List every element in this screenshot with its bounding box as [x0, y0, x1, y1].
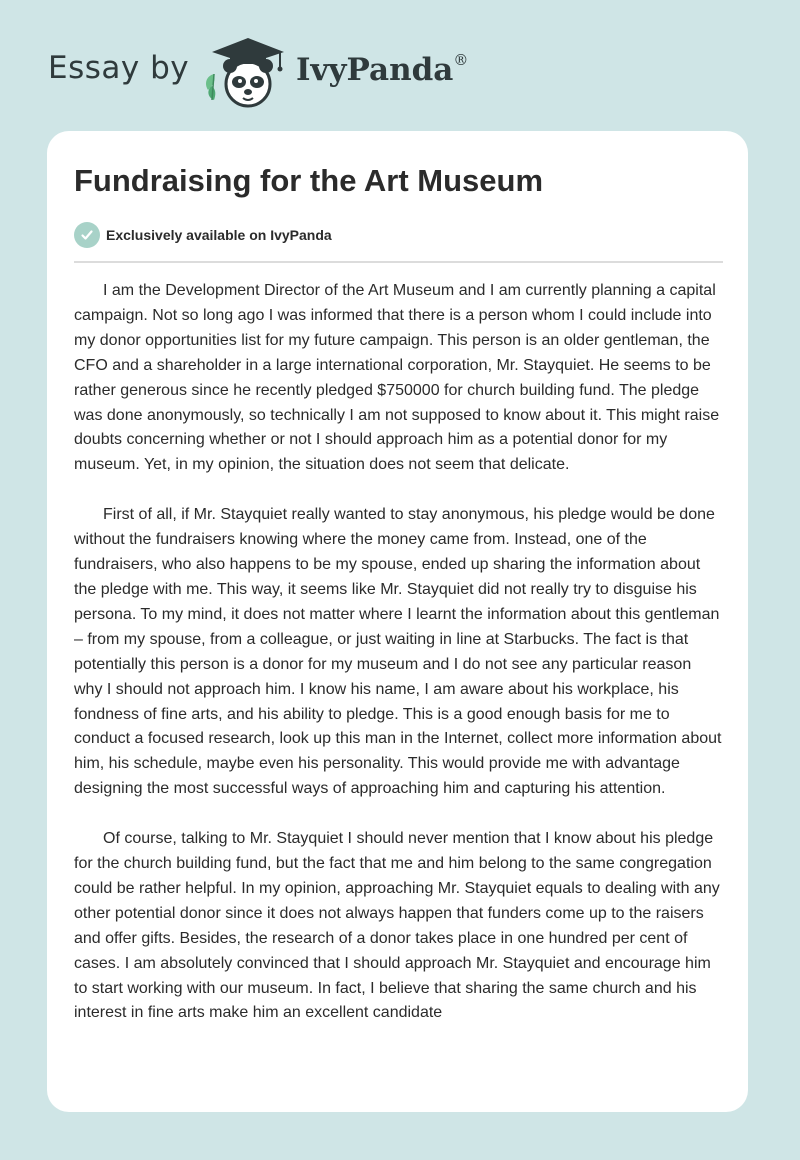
essay-body	[74, 279, 724, 1051]
site-header	[0, 0, 800, 130]
panda-graduate-icon[interactable]	[200, 34, 292, 110]
exclusive-badge	[74, 222, 332, 248]
divider	[74, 261, 723, 263]
essay-paragraph: First of all, if Mr. Stayquiet really wanted to stay anonymous, his pledge would be done without the fundraisers knowing where the money came from. Instead, one of the fundraisers, who also happens to be my spouse, ended up sharing the information about the pledge with me. This way, it seems like Mr. Stayquiet did not really try to disguise his persona. To my mind, it does not matter where I learnt the information about this gentleman – from my spouse, from a colleague, or just waiting in line at Starbucks. The fact is that potentially this person is a donor for my museum and I do not see any particular reason why I should not approach him. I know his name, I am aware about his workplace, his fondness of fine arts, and his ability to pledge. This is a good enough basis for me to conduct a focused research, look up this man in the Internet, collect more information about him, his schedule, maybe even his personality. This would provide me with advantage designing the most successful ways of approaching him and capturing his attention.	[74, 506, 722, 798]
page-title: Fundraising for the Art Museum	[74, 163, 544, 198]
brand-label: IvyPanda	[296, 52, 454, 88]
exclusive-badge-label: Exclusively available on IvyPanda	[106, 227, 332, 243]
registered-mark: ®	[453, 50, 469, 69]
essay-by-label: Essay by	[48, 50, 190, 86]
essay-paragraph: I am the Development Director of the Art Museum and I am currently planning a capital campaign. Not so long ago I was informed that there is a person whom I could include into my donor opportunities list for my future campaign. This person is an older gentleman, the CFO and a shareholder in a large international corporation, Mr. Stayquiet. He seems to be rather generous since he recently pledged $750000 for church building fund. The pledge was done anonymously, so technically I am not supposed to know about it. This might raise doubts concerning whether or not I should approach him as a potential donor for my museum. Yet, in my opinion, the situation does not seem that delicate.	[74, 282, 720, 474]
ivy-leaf-icon	[206, 74, 215, 100]
essay-card	[47, 131, 748, 1112]
essay-paragraph: Of course, talking to Mr. Stayquiet I should never mention that I know about his pledge for the church building fund, but the fact that me and him belong to the same congregation could be rather helpful. In my opinion, approaching Mr. Stayquiet equals to dealing with any other potential donor since it does not always happen that funders come up to the raisers and offer gifts. Besides, the research of a donor takes place in one hundred per cent of cases. I am absolutely convinced that I should approach Mr. Stayquiet and encourage him to start working with our museum. In fact, I believe that sharing the same church and his interest in fine arts make him an excellent candidate	[74, 830, 720, 1022]
brand-name[interactable]	[296, 52, 468, 88]
check-icon	[74, 222, 100, 248]
